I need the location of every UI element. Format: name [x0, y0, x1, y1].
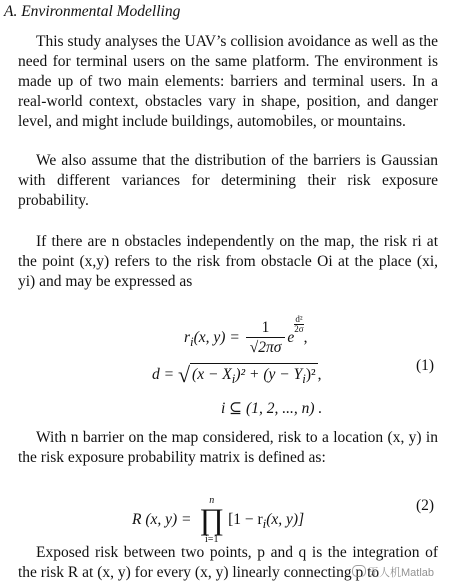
eq1-exponent	[294, 315, 303, 334]
paragraph-assumption: We also assume that the distribution of the barriers is Gaussian with different variances for determining their risk exposure probability.	[18, 152, 438, 209]
watermark	[352, 564, 434, 580]
eq2-product	[199, 496, 224, 545]
eq1-r-subscript: i	[190, 334, 194, 350]
eq1-d-lhs: d =	[152, 366, 175, 383]
equation-1-line-1	[184, 315, 307, 357]
eq1-fraction	[246, 319, 286, 357]
equation-1-number: (1)	[416, 357, 435, 374]
eq2-rhs-end: (x, y)]	[266, 511, 305, 529]
eq1-exponent-denominator: 2σ	[294, 324, 304, 334]
eq1-radicand-sub2: i	[302, 371, 306, 387]
eq1-index-set: i ⊆ (1, 2, ..., n) .	[221, 400, 323, 417]
eq1-fraction-numerator: 1	[261, 319, 270, 337]
eq2-rhs: [1 − r	[228, 511, 263, 529]
paragraph-matrix-definition: With n barrier on the map considered, risk to a location (x, y) in the risk exposure probability matrix is defined as:	[18, 429, 438, 466]
sqrt-symbol-icon: √	[177, 362, 191, 387]
paragraph-intro: This study analyses the UAV’s collision avoidance as well as the need for terminal users on the same platform. The environment is made up of two main elements: barriers and terminal users. In a real-world context, obstacles vary in shape, position, and danger level, and might include buildings, automobiles, or mountains.	[18, 33, 438, 130]
eq1-radicand-part2: )² + (y − Y	[235, 366, 303, 383]
eq2-product-upper: n	[209, 495, 215, 506]
eq1-radicand-sub1: i	[231, 371, 236, 387]
paragraph-exposed-risk: Exposed risk between two points, p and q is the integration of the risk R at (x, y) for every (x, y) linearly connecting p to	[18, 544, 438, 581]
eq1-radicand	[190, 363, 318, 387]
product-symbol-icon: ∏	[199, 503, 225, 536]
eq1-args: (x, y) =	[193, 329, 240, 346]
equation-1-line-2	[152, 362, 322, 388]
eq1-radicand-end: )²	[305, 366, 316, 383]
eq2-lhs: R (x, y) =	[132, 511, 192, 529]
section-heading: A. Environmental Modelling	[4, 3, 181, 20]
equation-2	[132, 496, 304, 545]
eq1-denominator-text: √2πσ	[249, 339, 282, 357]
eq1-fraction-denominator	[246, 337, 286, 357]
equation-1-line-3	[221, 399, 322, 418]
eq1-sqrt	[178, 362, 318, 388]
eq1-line2-comma: ,	[317, 366, 322, 383]
watermark-text: 无人机Matlab	[368, 567, 435, 579]
eq1-line1-comma: ,	[303, 329, 308, 346]
wechat-icon	[352, 565, 366, 577]
eq2-product-lower: i=1	[205, 534, 219, 545]
eq1-r-symbol: r	[184, 329, 191, 346]
eq1-exponent-numerator: d²	[295, 314, 303, 324]
paragraph-risk-definition: If there are n obstacles independently on the map, the risk ri at the point (x,y) refers to the risk from obstacle Oi at the place (xi, yi) and may be expressed as	[18, 233, 438, 290]
eq2-rhs-sub: i	[262, 516, 267, 532]
eq1-exp-base: e	[287, 329, 295, 346]
eq1-radicand-part1: (x − X	[192, 366, 232, 383]
equation-2-number: (2)	[416, 497, 435, 514]
